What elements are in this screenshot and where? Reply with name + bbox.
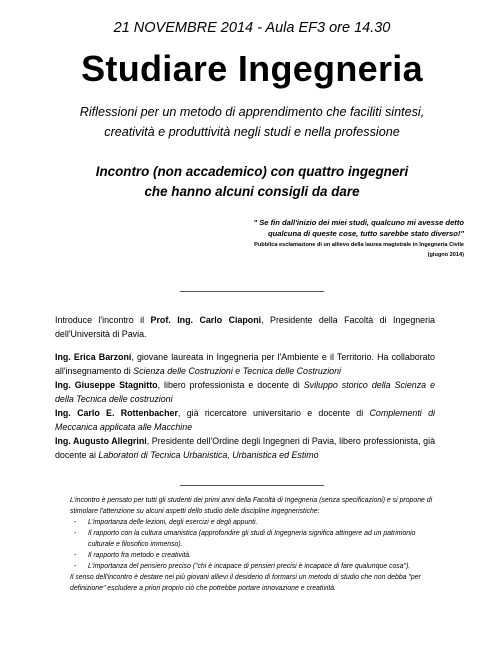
subtitle bbox=[40, 102, 464, 142]
speaker-item bbox=[55, 350, 435, 378]
subtitle-line-1: Riflessioni per un metodo di apprendimento che faciliti sintesi, bbox=[79, 105, 425, 119]
speaker-course: Laboratori di Tecnica Urbanistica, Urbanistica ed Estimo bbox=[98, 450, 319, 460]
speaker-name: Ing. Erica Barzoni bbox=[55, 352, 132, 362]
speaker-course: Complementi di Meccanica applicata alle Macchine bbox=[55, 408, 435, 432]
speaker-item bbox=[55, 434, 435, 462]
speaker-text: , giovane laureata in Ingegneria per l'Ambiente e il Territorio. Ha collaborato all'insegnamento di bbox=[55, 352, 435, 376]
subtitle-line-2: creatività e produttività negli studi e nella professione bbox=[104, 125, 400, 139]
divider-top bbox=[180, 291, 324, 292]
speaker-text: , libero professionista e docente di bbox=[157, 380, 304, 390]
quote-line-1: " Se fin dall'inizio dei miei studi, qualcuno mi avesse detto bbox=[253, 218, 464, 227]
page-title: Studiare Ingegneria bbox=[81, 48, 423, 89]
footer-bullet-item bbox=[70, 550, 436, 561]
speaker-item bbox=[55, 378, 435, 406]
intro-host-name: Prof. Ing. Carlo Ciaponi bbox=[150, 315, 262, 325]
meeting-line-2: che hanno alcuni consigli da dare bbox=[144, 184, 360, 199]
speaker-course: Scienza delle Costruzioni e Tecnica delle Costruzioni bbox=[133, 366, 342, 376]
footer-intro: L'incontro è pensato per tutti gli studenti dei primi anni della Facoltà di Ingegneria (senza specificazioni) e si propone di stimolare l'attenzione su alcuni aspetti dello studio delle discipline ingegneristiche: bbox=[70, 497, 433, 515]
bullet-dash: - bbox=[74, 519, 77, 526]
bullet-dash: - bbox=[74, 552, 77, 559]
footer-bullet-text: Il rapporto con la cultura umanistica (approfondire gli studi di Ingegneria significa attingere ad un patrimonio culturale e filosofico immenso). bbox=[88, 530, 416, 548]
intro-paragraph bbox=[55, 313, 435, 341]
speaker-item bbox=[55, 406, 435, 434]
speaker-name: Ing. Giuseppe Stagnitto bbox=[55, 380, 158, 390]
speakers-list bbox=[55, 350, 435, 462]
quote-source-line-2: (giugno 2014) bbox=[427, 252, 464, 258]
speaker-name: Ing. Augusto Allegrini bbox=[55, 436, 147, 446]
quote-source-line-1: Pubblica esclamazione di un allievo della laurea magistrale in Ingegneria Civile bbox=[254, 242, 464, 248]
footer-bullet-text: Il rapporto fra metodo e creatività. bbox=[88, 552, 192, 559]
footer-bullet-text: L'importanza del pensiero preciso ("chi è incapace di pensieri precisi è incapace di fare qualunque cosa"). bbox=[88, 563, 411, 570]
event-date-line: 21 NOVEMBRE 2014 - Aula EF3 ore 14.30 bbox=[113, 20, 391, 36]
meeting-description bbox=[40, 162, 464, 202]
quote-line-2: qualcuna di queste cose, tutto sarebbe stato diverso!" bbox=[267, 229, 464, 238]
speaker-course: Sviluppo storico della Scienza e della Tecnica delle costruzioni bbox=[55, 380, 436, 404]
footer-bullet-item bbox=[70, 561, 436, 572]
intro-prefix: Introduce l'incontro il bbox=[55, 315, 151, 325]
footer-notes bbox=[70, 495, 436, 594]
bullet-dash: - bbox=[74, 530, 77, 537]
speaker-text: , già ricercatore universitario e docente di bbox=[177, 408, 370, 418]
footer-bullet-item bbox=[70, 528, 436, 550]
quote-source bbox=[224, 240, 464, 260]
meeting-line-1: Incontro (non accademico) con quattro ingegneri bbox=[95, 164, 409, 179]
student-quote bbox=[224, 217, 464, 260]
speaker-name: Ing. Carlo E. Rottenbacher bbox=[55, 408, 178, 418]
intro-suffix: , Presidente della Facoltà di Ingegneria dell'Università di Pavia. bbox=[55, 315, 435, 339]
divider-bottom bbox=[180, 485, 324, 486]
bullet-dash: - bbox=[74, 563, 77, 570]
speaker-text: , Presidente dell'Ordine degli Ingegneri di Pavia, libero professionista, già docente ai bbox=[55, 436, 435, 460]
footer-bullet-item bbox=[70, 517, 436, 528]
footer-bullet-list bbox=[70, 517, 436, 572]
footer-bullet-text: L'importanza delle lezioni, degli esercizi e degli appunti. bbox=[88, 519, 258, 526]
footer-closing: Il senso dell'incontro è destare nei più giovani allievi il desiderio di formarsi un metodo di studio che non debba "per definizione" escludere a priori proprio ciò che potrebbe portare innovazione e creatività. bbox=[70, 574, 421, 592]
